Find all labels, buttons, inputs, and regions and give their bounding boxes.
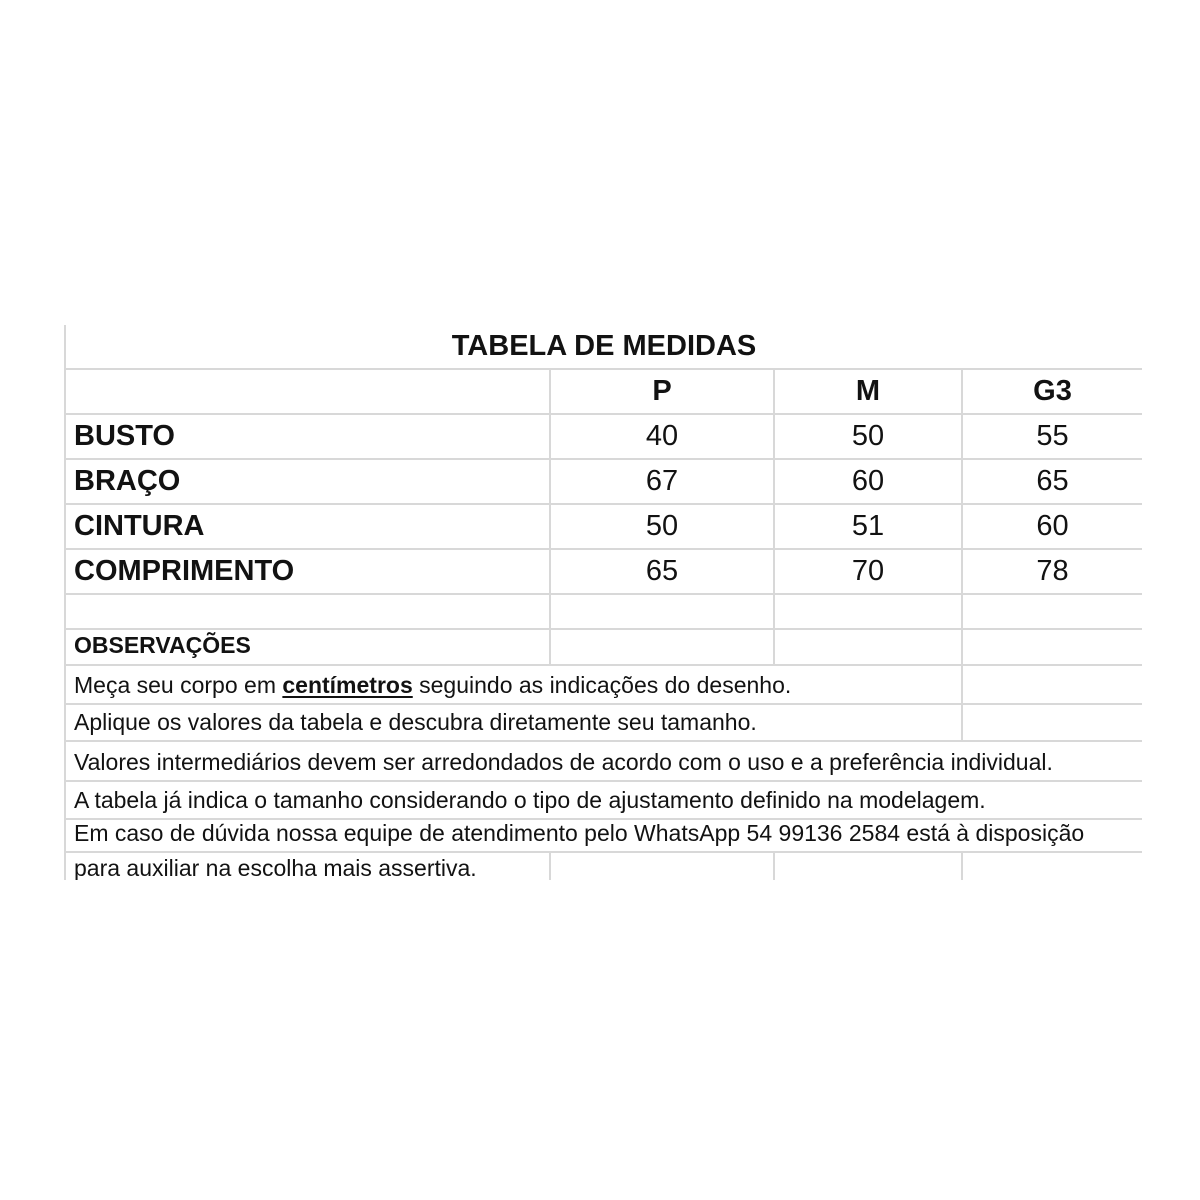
row-label-braco: BRAÇO [66,460,551,503]
cintura-m: 51 [775,505,963,548]
spacer-row [66,595,1142,630]
busto-p: 40 [551,415,775,458]
spacer-cell [775,853,963,880]
note-row-1 [66,666,1142,705]
spacer-cell [775,630,963,664]
row-label-cintura: CINTURA [66,505,551,548]
note-row-2 [66,705,1142,742]
note-1-suffix: seguindo as indicações do desenho. [412,672,792,698]
note-apply-values: Aplique os valores da tabela e descubra diretamente seu tamanho. [66,705,963,740]
observations-heading-row [66,630,1142,666]
column-header-g3: G3 [1033,375,1072,407]
spacer-cell [963,853,1142,880]
title-row [66,325,1142,370]
row-label-busto: BUSTO [66,415,551,458]
header-row [66,370,1142,415]
braco-g3: 65 [1036,465,1069,497]
measurement-table [64,325,1142,880]
busto-g3: 55 [1036,420,1069,452]
note-1-text [74,672,791,699]
column-header-m: M [775,370,963,413]
spacer-cell [551,595,775,628]
note-row-6 [66,853,1142,880]
note-row-4 [66,782,1142,820]
cintura-p: 50 [551,505,775,548]
row-label-comprimento: COMPRIMENTO [66,550,551,593]
comprimento-p: 65 [551,550,775,593]
spacer-cell [775,595,963,628]
spacer-cell [963,666,1142,703]
comprimento-m: 70 [775,550,963,593]
spacer-cell [963,630,1142,664]
observations-heading: OBSERVAÇÕES [66,630,551,664]
table-row-cintura [66,505,1142,550]
braco-p: 67 [551,460,775,503]
spacer-cell [66,595,551,628]
table-row-busto [66,415,1142,460]
header-empty-cell [66,370,551,413]
cintura-g3: 60 [1036,510,1069,542]
spacer-cell [963,595,1142,628]
note-fit-type: A tabela já indica o tamanho considerando o tipo de ajustamento definido na modelagem. [74,787,986,813]
spacer-cell [551,630,775,664]
note-row-3 [66,742,1142,782]
note-1-emphasized: centímetros [282,672,413,698]
column-header-p: P [551,370,775,413]
note-row-5 [66,820,1142,853]
note-measure-in-centimeters [66,666,963,703]
spacer-cell [551,853,775,880]
busto-m: 50 [775,415,963,458]
comprimento-g3: 78 [1036,555,1069,587]
note-intermediate-values: Valores intermediários devem ser arredondados de acordo com o uso e a preferência individual. [74,749,1053,775]
spacer-cell [963,705,1142,740]
note-whatsapp-support: Em caso de dúvida nossa equipe de atendimento pelo WhatsApp 54 99136 2584 está à disposição [74,820,1085,846]
note-assist-choice: para auxiliar na escolha mais assertiva. [66,853,551,880]
braco-m: 60 [775,460,963,503]
page-title: TABELA DE MEDIDAS [451,330,757,362]
table-row-braco [66,460,1142,505]
note-1-prefix: Meça seu corpo em [74,672,283,698]
table-row-comprimento [66,550,1142,595]
